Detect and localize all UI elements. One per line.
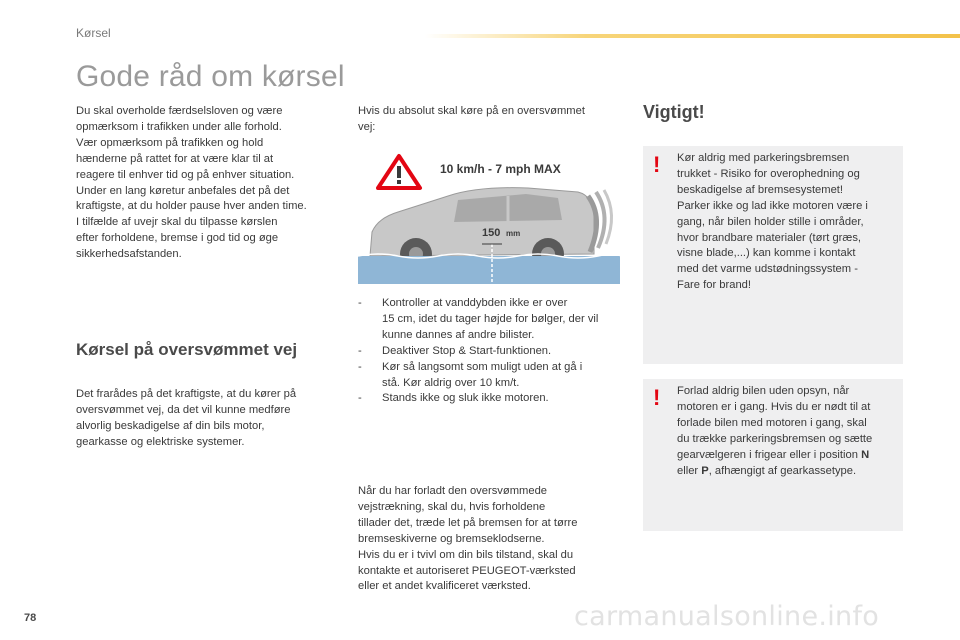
depth-value: 150 [482,227,501,239]
list-item [358,344,623,360]
text-line: beskadigelse af bremsesystemet! [677,183,844,196]
text-line: Kør så langsomt som muligt uden at gå i [382,360,583,373]
text-line: Under en lang køretur anbefales det på det [76,184,290,197]
text-line: tillader det, træde let på bremsen for at tørre [358,516,578,529]
text-line: efter forholdene, bremse i god tid og øge [76,232,279,245]
middle-intro [358,104,623,136]
text-line: opmærksom i trafikken under alle forhold. [76,120,282,133]
text-line [677,464,899,480]
page-title: Gode råd om kørsel [76,60,345,93]
flood-paragraph [76,387,338,451]
flood-instructions-list [358,296,623,407]
section-header: Kørsel [76,26,111,40]
exclamation-icon: ! [653,152,661,177]
warning-text [677,384,899,479]
text-line: alvorlig beskadigelse af din bils motor, [76,419,265,432]
text-fragment: eller [677,464,702,477]
text-line: I tilfælde af uvejr skal du tilpasse kørslen [76,216,278,229]
bullet-dash: - [358,297,362,309]
list-item [358,296,623,344]
intro-paragraph [76,104,338,263]
text-line: Deaktiver Stop & Start-funktionen. [382,344,552,357]
text-line: Parker ikke og lad ikke motoren være i [677,199,868,212]
bullet-dash: - [358,392,362,405]
list-item [358,391,623,407]
gear-position-n: N [861,448,870,461]
text-line: Når du har forladt den oversvømmede [358,485,548,497]
after-flood-paragraph [358,484,623,595]
important-heading: Vigtigt! [643,102,705,122]
text-fragment: gearvælgeren i frigear eller i position [677,448,858,461]
exclamation-icon: ! [653,385,661,410]
warning-box-parking-brake [643,146,903,364]
text-line: vejstrækning, skal du, hvis forholdene [358,500,546,513]
text-fragment: , afhængigt af gearkassetype. [708,464,857,477]
text-line: oversvømmet vej, da det vil kunne medføre [76,403,291,416]
depth-unit: mm [506,229,521,238]
header-accent-bar [425,34,960,38]
text-line [677,448,899,464]
text-line: trukket - Risiko for overophedning og [677,167,860,180]
text-line: hænderne på rattet for at være klar til at [76,152,274,165]
bullet-dash: - [358,344,362,357]
warning-box-unattended [643,379,903,531]
text-line: kunne dannes af andre bilister. [382,328,535,341]
watermark: carmanualsonline.info [574,601,880,632]
bullet-dash: - [358,360,362,373]
text-line: Kontroller at vanddybden ikke er over [382,297,568,309]
page-number: 78 [24,612,37,624]
gear-position-p: P [701,464,709,477]
text-line: Kør aldrig med parkeringsbremsen [677,152,850,164]
text-line: vej: [358,120,376,133]
text-line: Vær opmærksom på trafikken og hold [76,136,264,149]
text-line: Fare for brand! [677,279,751,292]
text-line: stå. Kør aldrig over 10 km/t. [382,376,520,389]
text-line: forlade bilen med motoren i gang, skal [677,416,867,429]
water-area [358,256,620,284]
list-item [358,360,623,392]
text-line: bremseskiverne og bremseklodserne. [358,532,545,545]
car-in-water-illustration [358,148,620,284]
flood-section-heading: Kørsel på oversvømmet vej [76,340,298,359]
text-line: kontakte et autoriseret PEUGEOT-værksted [358,564,576,577]
text-line: Hvis du er i tvivl om din bils tilstand, skal du [358,548,574,561]
text-line: gang, når bilen holder stille i områder, [677,215,864,228]
warning-text [677,151,897,294]
text-line: Hvis du absolut skal køre på en oversvømmet [358,105,585,117]
text-line: Det frarådes på det kraftigste, at du kører på [76,388,297,400]
text-line: kraftigste, at du holder pause hver anden time. [76,200,307,213]
text-line: visne blade,...) kan komme i kontakt [677,247,856,260]
text-line: Forlad aldrig bilen uden opsyn, når [677,385,850,397]
text-line: eller et andet kvalificeret værksted. [358,580,531,593]
speed-limit-label: 10 km/h - 7 mph MAX [440,162,561,176]
text-line: gearkasse og elektriske systemer. [76,435,245,448]
text-line: med det varme udstødningssystem - [677,263,858,276]
text-line: hvor brandbare materialer (tørt græs, [677,231,862,244]
text-line: motoren er i gang. Hvis du er nødt til at [677,400,871,413]
text-line: 15 cm, idet du tager højde for bølger, der vil [382,312,599,325]
text-line: du trække parkeringsbremsen og sætte [677,432,873,445]
text-line: sikkerhedsafstanden. [76,248,182,261]
flood-illustration [358,148,620,284]
text-line: Stands ikke og sluk ikke motoren. [382,392,549,405]
text-line: reagere til enhver tid og på enhver situation. [76,168,295,181]
text-line: Du skal overholde færdselsloven og være [76,105,283,117]
